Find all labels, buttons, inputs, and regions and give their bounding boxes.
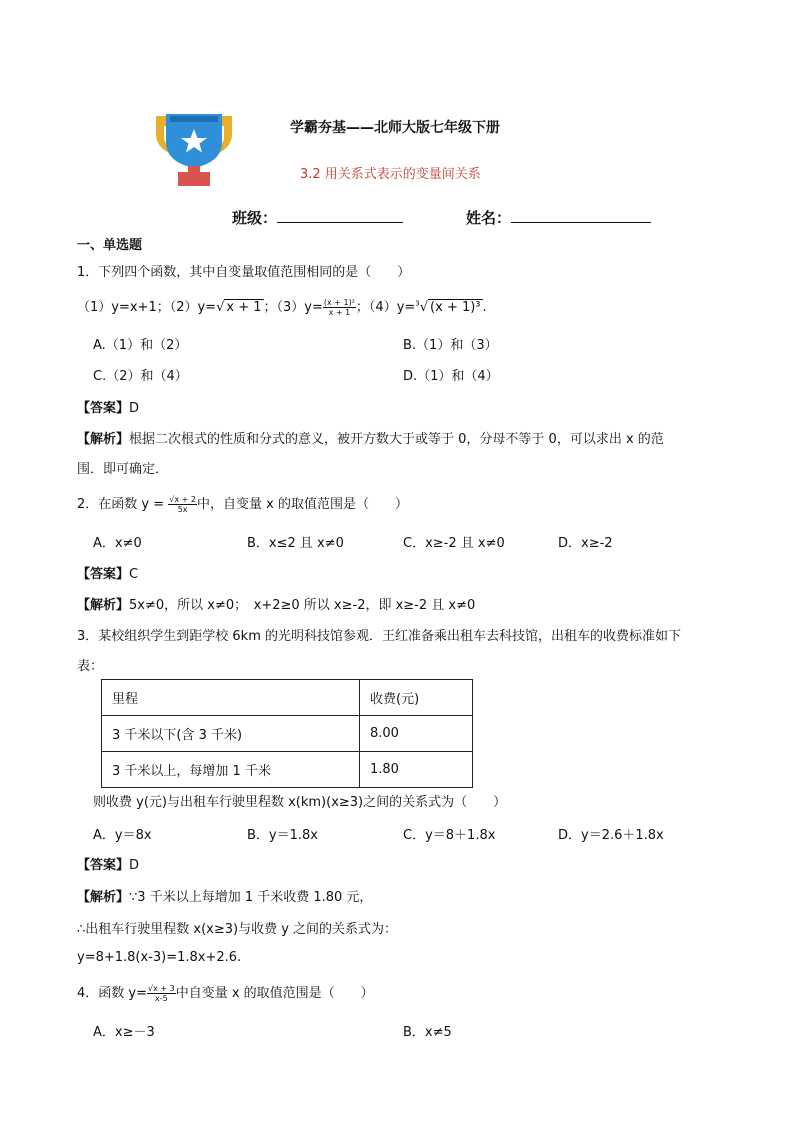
class-label: 班级： [232,209,278,227]
table-cell: 3 千米以下(含 3 千米) [102,716,360,752]
q1-f2-radicand: x + 1 [226,300,262,315]
q3-option-c[interactable]: C．y＝8＋1.8x [403,828,496,843]
table-cell: 1.80 [360,752,473,788]
q1-f3-pre: ；（3）y= [263,300,323,315]
q1-option-b[interactable]: B.（1）和（3） [403,338,498,353]
q3-stem-2: 表： [77,659,104,674]
q2-option-a[interactable]: A．x≠0 [93,536,142,551]
q1-answer: 【答案】D [77,401,140,416]
q3-question: 则收费 y(元)与出租车行驶里程数 x(km)(x≥3)之间的关系式为（ ） [93,795,507,810]
q2-option-b[interactable]: B．x≤2 且 x≠0 [247,536,344,551]
name-field [466,207,651,228]
q3-analysis-3: y=8+1.8(x-3)=1.8x+2.6. [77,950,242,965]
doc-title: 学霸夯基——北师大版七年级下册 [290,120,500,136]
q1-analysis-2: 围．即可确定． [77,462,169,477]
q1-option-c[interactable]: C.（2）和（4） [93,369,188,384]
q3-option-d[interactable]: D．y＝2.6＋1.8x [558,828,664,843]
q3-option-a[interactable]: A．y＝8x [93,828,152,843]
q3-option-b[interactable]: B．y＝1.8x [247,828,318,843]
q4-option-a[interactable]: A．x≥－3 [93,1025,155,1040]
table-header-row [102,680,473,716]
q1-f1: （1）y=x+1；（2）y= [77,300,217,315]
table-header-cell: 收费(元) [360,680,473,716]
q3-analysis-2: ∴出租车行驶里程数 x(x≥3)与收费 y 之间的关系式为： [77,922,398,937]
q3-analysis: 【解析】∵3 千米以上每增加 1 千米收费 1.80 元， [77,890,373,905]
q1-stem: 1．下列四个函数，其中自变量取值范围相同的是（ ） [77,265,411,280]
trophy-icon [152,112,236,188]
doc-subtitle: 3.2 用关系式表示的变量间关系 [300,167,481,182]
q4-fraction: $\frac{√x + 3}{x-5}$ [148,984,175,1003]
q1-f3-fraction: $\frac{\text{(x + 1)²}}{x + 1}$ [323,298,355,317]
q1-f4-index: 3 [415,299,420,308]
q2-fraction: $\frac{√x + 2}{5x}$ [169,495,196,514]
section-heading: 一、单选题 [77,238,143,253]
name-label: 姓名： [466,209,512,227]
q1-f4-pre: ；（4）y= [355,300,416,315]
q1-analysis: 【解析】根据二次根式的性质和分式的意义，被开方数大于或等于 0，分母不等于 0，可以求出 x 的范 [77,432,664,447]
q1-f4-radicand: (x + 1)³ [430,300,481,315]
q1-functions: （1）y=x+1；（2）y=√ x + 1 ；（3）y= $\frac{\text{(x + 1)²}}{x + 1}$ ；（4）y=$^3$√ (x + 1)³ . [77,298,487,317]
fare-table [101,679,473,788]
q3-stem: 3．某校组织学生到距学校 6km 的光明科技馆参观．王红准备乘出租车去科技馆，出租车的收费标准如下 [77,629,681,644]
table-cell: 8.00 [360,716,473,752]
q2-stem: 2．在函数 y = $\frac{√x + 2}{5x}$ 中，自变量 x 的取值范围是（ ） [77,495,408,514]
table-header-cell: 里程 [102,680,360,716]
q3-answer: 【答案】D [77,858,140,873]
q2-analysis: 【解析】5x≠0，所以 x≠0； x+2≥0 所以 x≥-2，即 x≥-2 且 x≠0 [77,598,476,613]
class-field [232,207,403,228]
class-blank[interactable] [277,208,403,223]
table-row [102,752,473,788]
q1-option-a[interactable]: A.（1）和（2） [93,338,188,353]
table-row [102,716,473,752]
name-blank[interactable] [511,208,651,223]
q2-option-c[interactable]: C．x≥-2 且 x≠0 [403,536,505,551]
q4-stem: 4．函数 y= $\frac{√x + 3}{x-5}$ 中自变量 x 的取值范围是（ ） [77,984,374,1003]
q2-answer: 【答案】C [77,567,139,582]
table-cell: 3 千米以上，每增加 1 千米 [102,752,360,788]
q1-option-d[interactable]: D.（1）和（4） [403,369,499,384]
q4-option-b[interactable]: B．x≠5 [403,1025,452,1040]
q2-option-d[interactable]: D．x≥-2 [558,536,613,551]
